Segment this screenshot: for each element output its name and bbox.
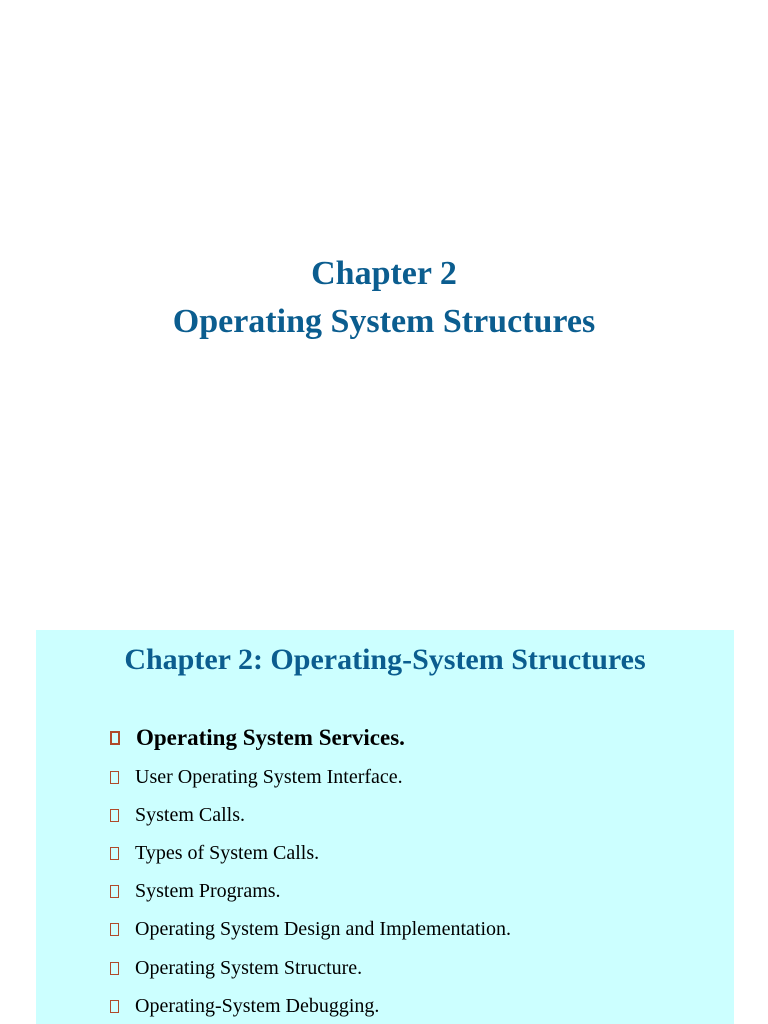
square-bullet-icon (110, 885, 119, 898)
square-bullet-icon (110, 923, 119, 936)
list-item (108, 758, 511, 796)
list-item (108, 873, 511, 911)
square-bullet-icon (110, 847, 119, 860)
square-bullet-icon (110, 771, 119, 784)
list-item-label: Operating System Structure. (135, 956, 363, 979)
square-bullet-icon (110, 1000, 119, 1013)
list-item (108, 911, 511, 949)
list-item (108, 949, 511, 987)
content-slide (36, 630, 734, 1024)
list-item-label: Operating-System Debugging. (135, 994, 380, 1017)
list-item-label: System Programs. (135, 880, 281, 903)
slide-title (0, 250, 768, 346)
list-item (108, 987, 511, 1024)
bullet-list (108, 718, 511, 1024)
content-heading: Chapter 2: Operating-System Structures (124, 643, 646, 676)
square-bullet-icon (110, 731, 120, 745)
square-bullet-icon (110, 809, 119, 822)
list-item-label: Operating System Services. (136, 725, 405, 750)
list-item-label: System Calls. (135, 803, 246, 826)
chapter-title: Operating System Structures (172, 303, 596, 340)
chapter-number: Chapter 2 (311, 255, 457, 292)
list-item (108, 834, 511, 872)
list-item (108, 796, 511, 834)
list-item-label: User Operating System Interface. (135, 765, 403, 788)
list-item (108, 718, 511, 758)
list-item-label: Operating System Design and Implementation. (135, 918, 512, 941)
list-item-label: Types of System Calls. (135, 841, 320, 864)
square-bullet-icon (110, 962, 119, 975)
